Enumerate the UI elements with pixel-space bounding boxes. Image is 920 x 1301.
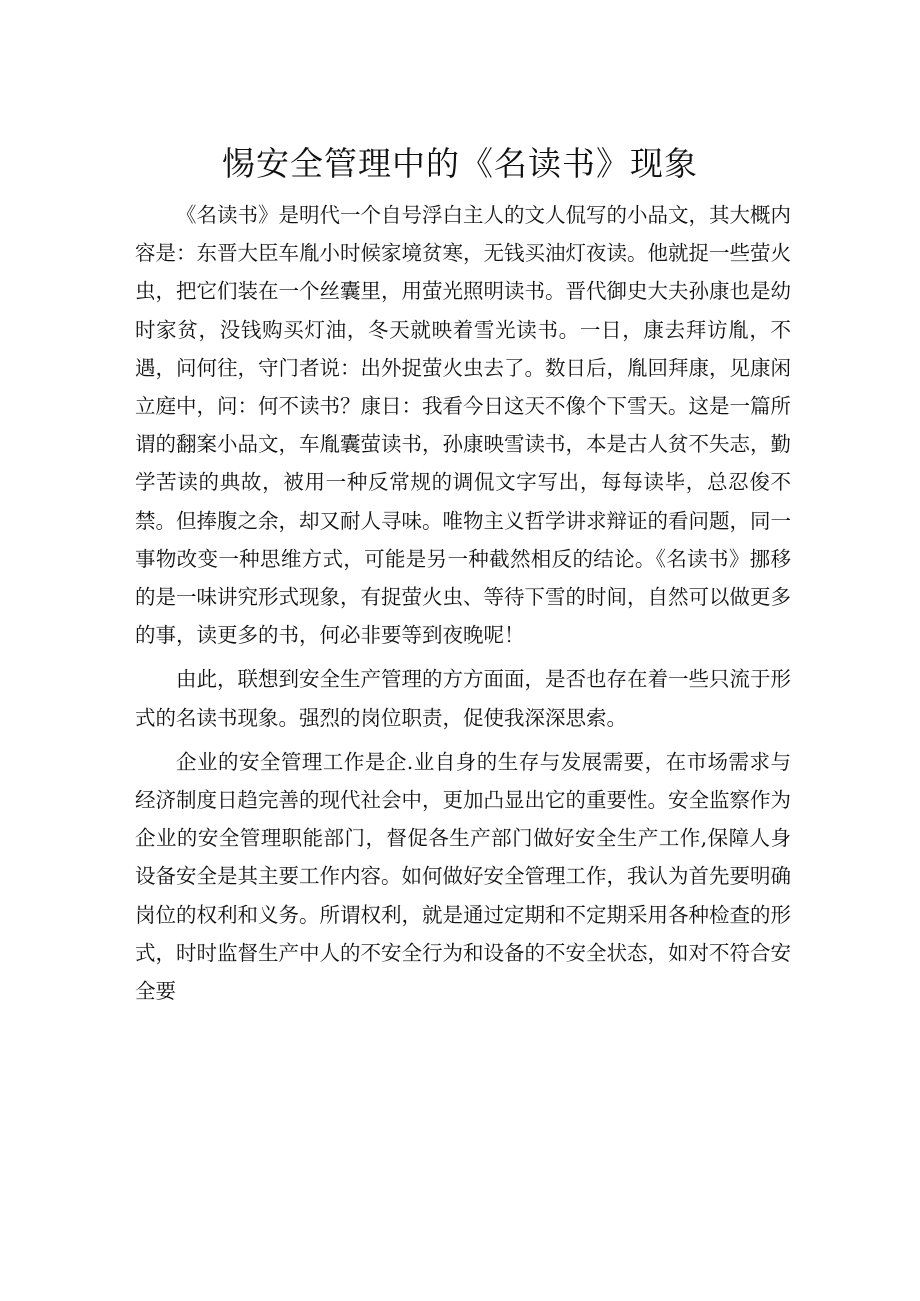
paragraph-3: 企业的安全管理工作是企.业自身的生存与发展需要，在市场需求与经济制度日趋完善的现代社会中，更加凸显出它的重要性。安全监察作为企业的安全管理职能部门，督促各生产部门做好安全生产工作,保障人身设备安全是其主要工作内容。如何做好安全管理工作，我认为首先要明确岗位的权利和义务。所谓权利，就是通过定期和不定期采用各种检查的形式，时时监督生产中人的不安全行为和设备的不安全状态，如对不符合安全要 [135,749,791,1004]
paragraph-2: 由此，联想到安全生产管理的方方面面，是否也存在着一些只流于形式的名读书现象。强烈的岗位职责，促使我深深思索。 [135,667,791,730]
paragraph-1: 《名读书》是明代一个自号浮白主人的文人侃写的小品文，其大概内容是：东晋大臣车胤小时候家境贫寒，无钱买油灯夜读。他就捉一些萤火虫，把它们装在一个丝囊里，用萤光照明读书。晋代御史大夫孙康也是幼时家贫，没钱购买灯油，冬天就映着雪光读书。一日，康去拜访胤，不遇，问何往，守门者说：出外捉萤火虫去了。数日后，胤回拜康，见康闲立庭中，问：何不读书？康日：我看今日这天不像个下雪天。这是一篇所谓的翻案小品文，车胤囊萤读书，孙康映雪读书，本是古人贫不失志，勤学苦读的典故，被用一种反常规的调侃文字写出，每每读毕，总忍俊不禁。但捧腹之余，却又耐人寻味。唯物主义哲学讲求辩证的看问题，同一事物改变一种思维方式，可能是另一种截然相反的结论。《名读书》挪移的是一味讲究形式现象，有捉萤火虫、等待下雪的时间，自然可以做更多的事，读更多的书，何必非要等到夜晚呢！ [135,203,791,648]
document-body [135,196,791,1010]
document-title: 惕安全管理中的《名读书》现象 [222,144,698,183]
